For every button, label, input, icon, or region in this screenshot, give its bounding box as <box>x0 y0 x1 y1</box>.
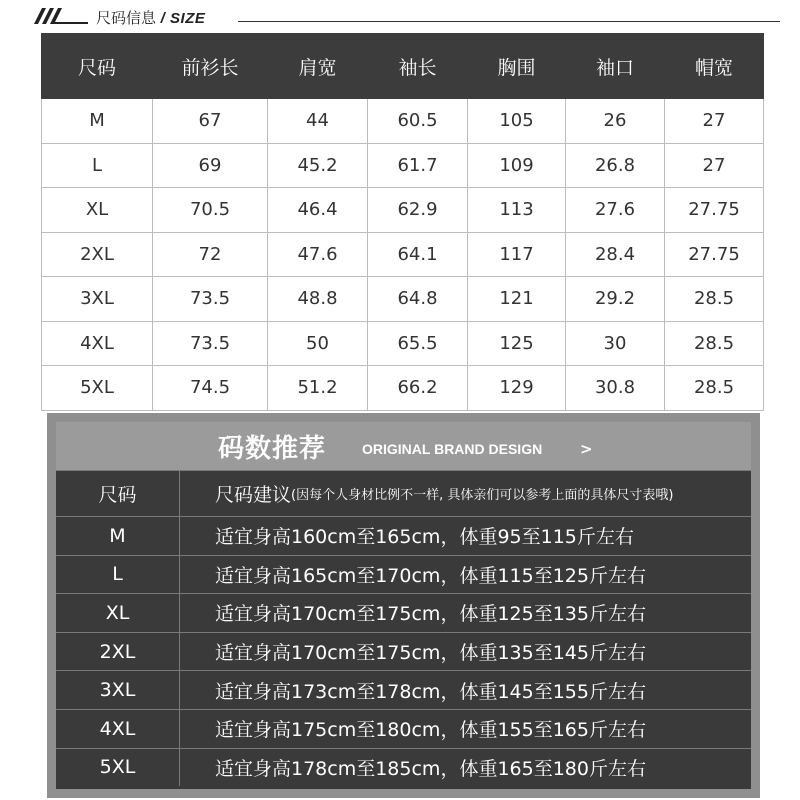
table-cell: 28.5 <box>665 321 764 366</box>
table-row <box>42 99 764 144</box>
list-item <box>56 593 751 632</box>
recommendation-size: M <box>56 517 180 555</box>
table-row <box>42 366 764 411</box>
section-title-en: SIZE <box>170 10 206 27</box>
list-item <box>56 632 751 671</box>
table-row <box>42 232 764 277</box>
table-cell: 129 <box>468 366 566 411</box>
table-cell: XL <box>42 188 153 233</box>
size-table <box>41 33 764 411</box>
table-cell: 67 <box>153 99 268 144</box>
table-cell: 47.6 <box>268 232 368 277</box>
table-cell: 27 <box>665 143 764 188</box>
table-cell: 26.8 <box>566 143 665 188</box>
recommendation-desc: 适宜身高165cm至170cm，体重115至125斤左右 <box>215 564 646 587</box>
table-cell: 50 <box>268 321 368 366</box>
recommendation-title-bar <box>56 422 751 470</box>
recommendation-title-en: ORIGINAL BRAND DESIGN <box>362 441 543 457</box>
table-cell: 125 <box>468 321 566 366</box>
table-cell: 28.5 <box>665 366 764 411</box>
table-cell: 30 <box>566 321 665 366</box>
table-cell: 48.8 <box>268 277 368 322</box>
slash-stripes-logo-icon <box>34 8 88 24</box>
table-cell: 27.75 <box>665 188 764 233</box>
list-item <box>56 516 751 555</box>
size-recommendation-panel <box>47 413 760 798</box>
list-item <box>56 709 751 748</box>
recommendation-size: 4XL <box>56 710 180 748</box>
table-cell: 2XL <box>42 232 153 277</box>
recommendation-desc: 适宜身高173cm至178cm，体重145至155斤左右 <box>215 680 646 703</box>
table-cell: 26 <box>566 99 665 144</box>
table-cell: 64.1 <box>368 232 468 277</box>
table-row <box>42 277 764 322</box>
table-cell: 27.75 <box>665 232 764 277</box>
recommendation-header-row <box>56 470 751 516</box>
list-item <box>56 555 751 594</box>
size-recommendation-inner <box>56 422 751 789</box>
table-cell: 69 <box>153 143 268 188</box>
column-header-length: 前衫长 <box>153 34 268 99</box>
table-cell: 4XL <box>42 321 153 366</box>
recommendation-desc: 适宜身高175cm至180cm，体重155至165斤左右 <box>215 719 646 742</box>
recommendation-size: XL <box>56 594 180 632</box>
section-title-cn: 尺码信息 <box>96 9 157 27</box>
column-header-shoulder: 肩宽 <box>268 34 368 99</box>
list-item <box>56 670 751 709</box>
table-cell: 74.5 <box>153 366 268 411</box>
table-cell: 60.5 <box>368 99 468 144</box>
recommendation-title-cn: 码数推荐 <box>218 434 327 464</box>
table-cell: 27.6 <box>566 188 665 233</box>
table-cell: 64.8 <box>368 277 468 322</box>
recommendation-header-desc-label: 尺码建议 <box>215 484 292 506</box>
table-row <box>42 143 764 188</box>
table-cell: 105 <box>468 99 566 144</box>
table-cell: 121 <box>468 277 566 322</box>
table-cell: 109 <box>468 143 566 188</box>
table-cell: 44 <box>268 99 368 144</box>
list-item <box>56 748 751 787</box>
recommendation-desc: 适宜身高170cm至175cm，体重125至135斤左右 <box>215 603 646 626</box>
chevron-right-icon: > <box>580 440 593 458</box>
column-header-chest: 胸围 <box>468 34 566 99</box>
recommendation-header-desc <box>215 471 673 516</box>
column-header-size: 尺码 <box>42 34 153 99</box>
table-row <box>42 321 764 366</box>
recommendation-desc: 适宜身高170cm至175cm，体重135至145斤左右 <box>215 642 646 665</box>
size-table-container <box>41 33 763 411</box>
recommendation-size: 2XL <box>56 633 180 671</box>
size-table-header-row <box>42 34 764 99</box>
recommendation-size: L <box>56 556 180 594</box>
header-divider <box>238 21 780 22</box>
column-header-hood: 帽宽 <box>665 34 764 99</box>
table-cell: 113 <box>468 188 566 233</box>
table-cell: 117 <box>468 232 566 277</box>
table-cell: 51.2 <box>268 366 368 411</box>
recommendation-desc: 适宜身高160cm至165cm，体重95至115斤左右 <box>215 526 634 549</box>
table-cell: 61.7 <box>368 143 468 188</box>
recommendation-list <box>56 470 751 786</box>
table-cell: 29.2 <box>566 277 665 322</box>
column-header-cuff: 袖口 <box>566 34 665 99</box>
table-cell: 5XL <box>42 366 153 411</box>
recommendation-size: 3XL <box>56 671 180 709</box>
table-cell: 3XL <box>42 277 153 322</box>
table-row <box>42 188 764 233</box>
table-cell: 73.5 <box>153 321 268 366</box>
table-cell: 45.2 <box>268 143 368 188</box>
table-cell: 28.5 <box>665 277 764 322</box>
table-cell: L <box>42 143 153 188</box>
table-cell: 70.5 <box>153 188 268 233</box>
table-cell: 66.2 <box>368 366 468 411</box>
table-cell: 46.4 <box>268 188 368 233</box>
table-cell: 30.8 <box>566 366 665 411</box>
recommendation-size: 5XL <box>56 749 180 787</box>
table-cell: 62.9 <box>368 188 468 233</box>
table-cell: M <box>42 99 153 144</box>
recommendation-desc: 适宜身高178cm至185cm，体重165至180斤左右 <box>215 757 646 780</box>
table-cell: 65.5 <box>368 321 468 366</box>
recommendation-header-size: 尺码 <box>56 471 180 516</box>
table-cell: 73.5 <box>153 277 268 322</box>
section-title <box>96 8 205 29</box>
table-cell: 27 <box>665 99 764 144</box>
table-cell: 28.4 <box>566 232 665 277</box>
section-header <box>0 0 800 36</box>
table-cell: 72 <box>153 232 268 277</box>
column-header-sleeve: 袖长 <box>368 34 468 99</box>
section-title-sep: / <box>156 10 171 27</box>
recommendation-header-note: (因每个人身材比例不一样, 具体亲们可以参考上面的具体尺寸表哦) <box>291 488 674 503</box>
